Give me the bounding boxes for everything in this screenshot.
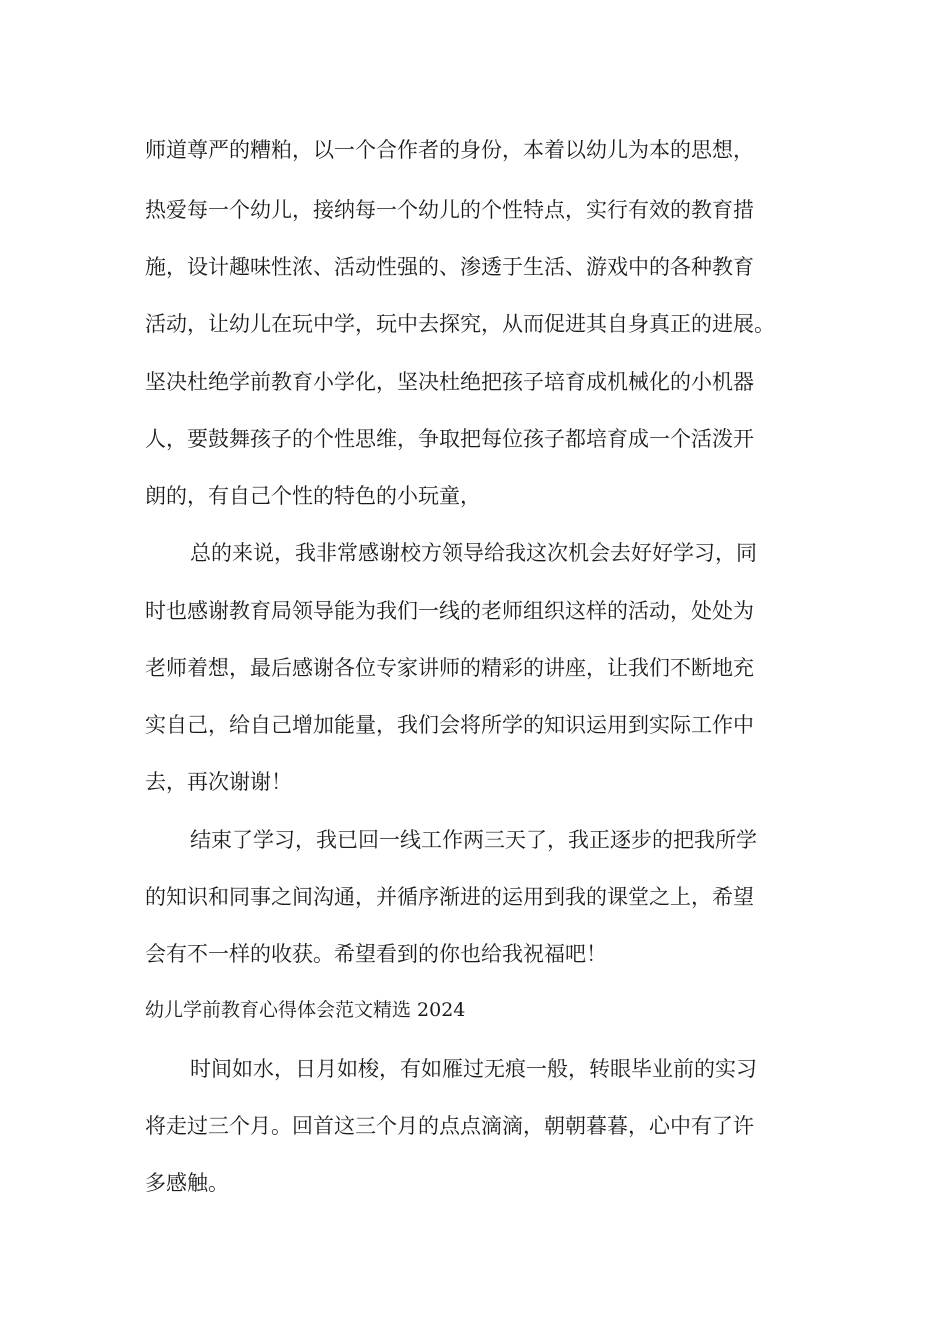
text-line: 实自己，给自己增加能量，我们会将所学的知识运用到实际工作中 xyxy=(145,713,754,737)
text-line: 坚决杜绝学前教育小学化，坚决杜绝把孩子培育成机械化的小机器 xyxy=(145,370,754,394)
paragraph-first-line: 时间如水，日月如梭，有如雁过无痕一般，转眼毕业前的实习 xyxy=(190,1057,757,1081)
paragraph-first-line: 结束了学习，我已回一线工作两三天了，我正逐步的把我所学 xyxy=(190,828,757,852)
text-line: 将走过三个月。回首这三个月的点点滴滴，朝朝暮暮，心中有了许 xyxy=(145,1114,754,1138)
text-line: 活动，让幼儿在玩中学，玩中去探究，从而促进其自身真正的进展。 xyxy=(145,312,775,336)
text-line: 时也感谢教育局领导能为我们一线的老师组织这样的活动，处处为 xyxy=(145,599,754,623)
text-line: 的知识和同事之间沟通，并循序渐进的运用到我的课堂之上，希望 xyxy=(145,885,754,909)
text-line: 会有不一样的收获。希望看到的你也给我祝福吧！ xyxy=(145,942,607,966)
text-line: 热爱每一个幼儿，接纳每一个幼儿的个性特点，实行有效的教育措 xyxy=(145,198,754,222)
text-line: 朗的，有自己个性的特色的小玩童， xyxy=(145,484,481,508)
text-line: 施，设计趣味性浓、活动性强的、渗透于生活、游戏中的各种教育 xyxy=(145,255,754,279)
text-line: 人，要鼓舞孩子的个性思维，争取把每位孩子都培育成一个活泼开 xyxy=(145,427,754,451)
text-line: 师道尊严的糟粕，以一个合作者的身份，本着以幼儿为本的思想， xyxy=(145,138,754,162)
section-heading: 幼儿学前教育心得体会范文精选 2024 xyxy=(145,999,466,1021)
paragraph-first-line: 总的来说，我非常感谢校方领导给我这次机会去好好学习，同 xyxy=(190,541,757,565)
text-line: 多感触。 xyxy=(145,1171,229,1195)
text-line: 去，再次谢谢！ xyxy=(145,770,292,794)
text-line: 老师着想，最后感谢各位专家讲师的精彩的讲座，让我们不断地充 xyxy=(145,656,754,680)
